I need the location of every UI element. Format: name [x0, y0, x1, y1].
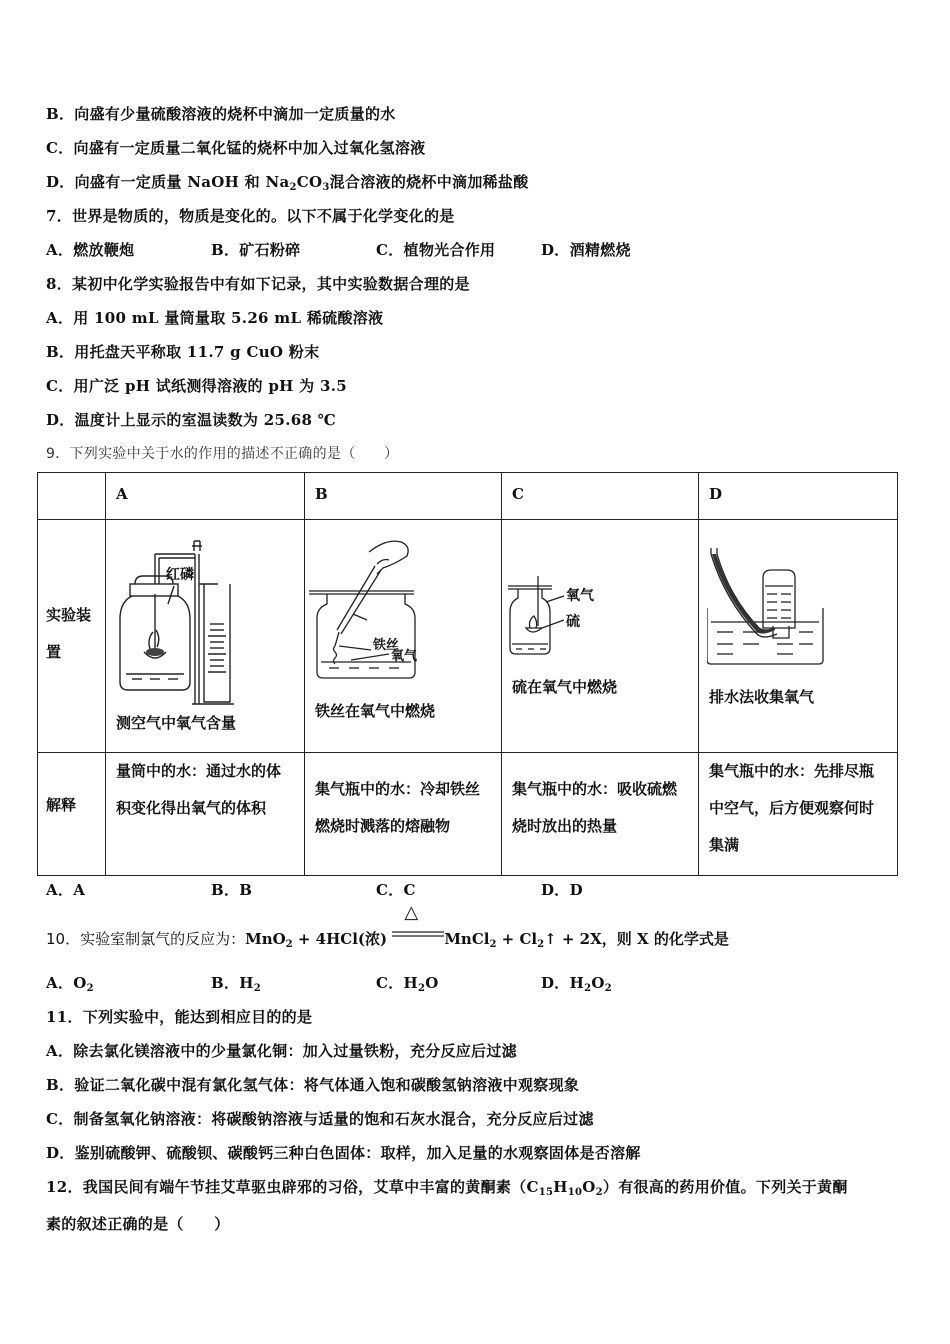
q9-apparatus-row: [38, 520, 898, 753]
q12-stem-line1: 12．我国民间有端午节挂艾草驱虫辟邪的习俗，艾草中丰富的黄酮素$(C_{15}H_{10}O_2)$有很高的药用价值。下列关于黄酮: [46, 1178, 848, 1198]
q7-option-b: B．矿石粉碎: [211, 241, 301, 259]
q9-cell-c-apparatus: [502, 520, 699, 753]
q12-stem-line2: 素的叙述正确的是（ ）: [46, 1215, 230, 1233]
q7-stem: 7．世界是物质的，物质是变化的。以下不属于化学变化的是: [46, 207, 455, 225]
iron-wire-label: 铁丝: [373, 638, 400, 653]
q9-explanation-c: 集气瓶中的水：吸收硫燃烧时放出的热量: [502, 753, 699, 876]
q8-option-b: B．用托盘天平称取 11.7 g CuO 粉末: [46, 343, 320, 361]
q9-options: [46, 879, 583, 900]
q9-explanation-a: 量筒中的水：通过水的体积变化得出氧气的体积: [106, 753, 305, 876]
heating-condition-sign: [392, 902, 444, 946]
oxygen-label-c: 氧气: [566, 588, 594, 604]
q7-options: [46, 239, 631, 260]
q10-option-c: C．$H_2O$: [376, 974, 439, 994]
q9-row-label-explanation: 解释: [38, 753, 106, 876]
q9-caption-c: 硫在氧气中燃烧: [512, 678, 618, 696]
q9-option-b: B．B: [211, 881, 253, 899]
q10-option-d: D．$H_2O_2$: [541, 974, 612, 994]
q9-explanation-b: 集气瓶中的水：冷却铁丝燃烧时溅落的熔融物: [305, 753, 502, 876]
q9-row-label-apparatus: 实验装置: [38, 520, 106, 753]
q9-explanation-d: 集气瓶中的水：先排尽瓶中空气，后方便观察何时集满: [699, 753, 898, 876]
q9-caption-b: 铁丝在氧气中燃烧: [315, 702, 436, 720]
q9-caption-d: 排水法收集氧气: [709, 688, 815, 706]
q9-option-a: A．A: [46, 881, 86, 899]
q9-cell-b-apparatus: [305, 520, 502, 753]
iron-wire-apparatus-diagram: [309, 534, 499, 694]
red-phosphorus-label: 红磷: [166, 567, 194, 583]
q9-header-a: A: [106, 473, 305, 520]
q10-option-a: A．$O_2$: [46, 974, 94, 994]
q9-option-c: C．C: [376, 881, 416, 899]
q9-table: [37, 472, 898, 876]
q9-stem: 9．下列实验中关于水的作用的描述不正确的是（ ）: [46, 446, 399, 462]
q9-header-row: [38, 473, 898, 520]
q9-cell-a-apparatus: [106, 520, 305, 753]
q11-option-a: A．除去氯化镁溶液中的少量氯化铜：加入过量铁粉，充分反应后过滤: [46, 1042, 517, 1060]
q11-option-b: B．验证二氧化碳中混有氯化氢气体：将气体通入饱和碳酸氢钠溶液中观察现象: [46, 1076, 580, 1094]
q9-header-b: B: [305, 473, 502, 520]
q10-options: [46, 972, 612, 994]
q8-option-a: A．用 100 mL 量筒量取 5.26 mL 稀硫酸溶液: [46, 309, 384, 327]
q9-header-c: C: [502, 473, 699, 520]
q10-stem: 10．实验室制氯气的反应为：MnO$_2$ + 4HCl(浓) △ MnCl$_2$ + $Cl_2↑ + 2X$，则 X 的化学式是: [46, 902, 729, 950]
q11-option-c: C．制备氢氧化钠溶液：将碳酸钠溶液与适量的饱和石灰水混合，充分反应后过滤: [46, 1110, 594, 1128]
q8-stem: 8．某初中化学实验报告中有如下记录，其中实验数据合理的是: [46, 275, 470, 293]
sulfur-apparatus-diagram: [508, 576, 658, 676]
sulfur-label: 硫: [566, 614, 580, 630]
q7-option-a: A．燃放鞭炮: [46, 241, 135, 259]
q9-header-d: D: [699, 473, 898, 520]
q9-explanation-row: [38, 753, 898, 876]
oxygen-label-b: 氧气: [391, 649, 418, 664]
q9-option-d: D．D: [541, 881, 583, 899]
q9-header-empty: [38, 473, 106, 520]
q6-option-d: D．向盛有一定质量 NaOH 和 $Na_2CO_3$混合溶液的烧杯中滴加稀盐酸: [46, 173, 529, 193]
q9-caption-a: 测空气中氧气含量: [116, 714, 237, 732]
q7-option-c: C．植物光合作用: [376, 241, 496, 259]
q8-option-d: D．温度计上显示的室温读数为 25.68 ℃: [46, 411, 336, 429]
phosphorus-apparatus-diagram: [108, 524, 298, 714]
delta-icon: △: [404, 902, 419, 923]
q10-option-b: B．$H_2$: [211, 974, 262, 994]
water-collection-apparatus-diagram: [707, 548, 877, 688]
q11-option-d: D．鉴别硫酸钾、硫酸钡、碳酸钙三种白色固体：取样，加入足量的水观察固体是否溶解: [46, 1144, 641, 1162]
q6-option-c: C．向盛有一定质量二氧化锰的烧杯中加入过氧化氢溶液: [46, 139, 426, 157]
q9-cell-d-apparatus: [699, 520, 898, 753]
q8-option-c: C．用广泛 pH 试纸测得溶液的 pH 为 3.5: [46, 377, 347, 395]
q6-option-b: B．向盛有少量硫酸溶液的烧杯中滴加一定质量的水: [46, 105, 396, 123]
q7-option-d: D．酒精燃烧: [541, 241, 631, 259]
q11-stem: 11．下列实验中，能达到相应目的的是: [46, 1008, 313, 1026]
